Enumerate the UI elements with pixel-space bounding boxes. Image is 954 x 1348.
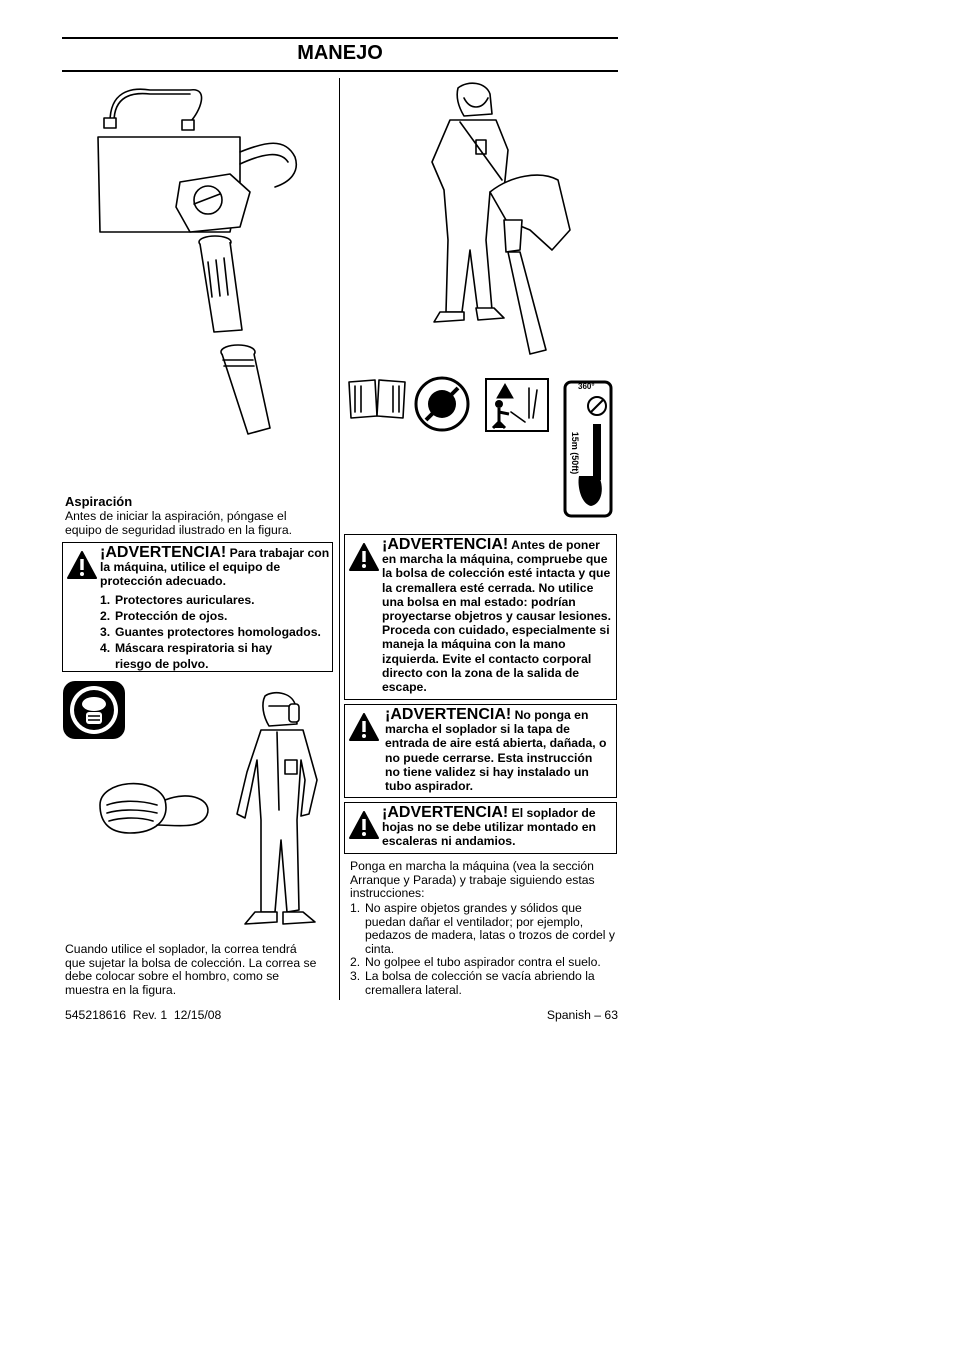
- no-hands-in-fan-icon: [414, 376, 470, 432]
- warning-box-ladders: [344, 802, 617, 854]
- warning-heading: ¡ADVERTENCIA!: [385, 706, 512, 723]
- warning-box-collection-bag: [344, 534, 617, 700]
- strap-paragraph: Cuando utilice el soplador, la correa tendrá que sujetar la bolsa de colección. La correa se debe colocar sobre el hombro, como se muestra en la figura.: [65, 942, 317, 997]
- page-number: Spanish – 63: [546, 1008, 618, 1022]
- protection-list: [100, 592, 334, 672]
- distance-label: 15m (50ft): [570, 431, 580, 475]
- warning-box-protection: [62, 542, 333, 672]
- warning-icon: [349, 811, 379, 839]
- list-item: 1. No aspire objetos grandes y sólidos que puedan dañar el ventilador; por ejemplo, pedazos de madera, latas o trozos de cordel y cinta.: [350, 901, 615, 956]
- keep-distance-icon: [485, 378, 549, 432]
- dust-mask-illustration: [95, 775, 215, 837]
- warning-heading: ¡ADVERTENCIA!: [382, 804, 509, 821]
- document-number: 545218616 Rev. 1 12/15/08: [65, 1008, 222, 1022]
- list-item: 3. Guantes protectores homologados.: [100, 625, 321, 639]
- instructions-intro: Ponga en marcha la máquina (vea la sección Arranque y Parada) y trabaje siguiendo estas instrucciones:: [350, 859, 595, 901]
- list-item: 2. No golpee el tubo aspirador contra el suelo.: [350, 955, 601, 970]
- warning-text: El soplador de hojas no se debe utilizar montado en escaleras ni andamios.: [382, 806, 596, 849]
- list-item: 4. Máscara respiratoria si hay riesgo de polvo.: [100, 641, 273, 671]
- intro-paragraph: Antes de iniciar la aspiración, póngase el equipo de seguridad ilustrado en la figura.: [65, 509, 292, 537]
- rotation-label: 360°: [578, 382, 595, 391]
- operator-vacuuming-illustration: [420, 80, 580, 360]
- warning-icon: [67, 551, 97, 579]
- warning-heading: ¡ADVERTENCIA!: [382, 536, 509, 553]
- list-item: 3. La bolsa de colección se vacía abriendo la cremallera lateral.: [350, 968, 595, 997]
- warning-icon: [349, 713, 379, 741]
- read-manual-icon: [347, 376, 407, 420]
- header-top-rule: [62, 37, 618, 39]
- section-title: Aspiración: [65, 494, 133, 509]
- list-item: 2. Protección de ojos.: [100, 609, 228, 623]
- list-item: 1. Protectores auriculares.: [100, 593, 255, 607]
- warning-box-air-intake: [344, 704, 617, 798]
- header-bottom-rule: [62, 70, 618, 72]
- vacuum-kit-illustration: [90, 82, 330, 447]
- instructions-list: [350, 902, 615, 997]
- page-title: MANEJO: [297, 42, 383, 64]
- column-separator: [339, 78, 340, 1000]
- warning-text: No ponga en marcha el soplador si la tapa de entrada de aire está abierta, dañada, o no puede cerrarse. Esta instrucción no tiene validez si hay instalado un tubo aspirador.: [385, 708, 607, 794]
- warning-text: Para trabajar con la máquina, utilice el equipo de protección adecuado.: [100, 546, 330, 589]
- operator-figure-illustration: [225, 690, 330, 940]
- warning-heading: ¡ADVERTENCIA!: [100, 544, 227, 561]
- warning-text: Antes de poner en marcha la máquina, compruebe que la bolsa de colección esté intacta y que la cremallera esté cerrada. No utilice una bolsa en mal estado: podrían proyectarse objetros y causar lesiones. Proceda con cuidado, especialmente si maneja la máquina con la mano izquierda. Evite el contacto corporal directo con la zona de la salida de escape.: [382, 538, 611, 695]
- warning-icon: [349, 543, 379, 571]
- respirator-symbol-icon: [62, 680, 126, 740]
